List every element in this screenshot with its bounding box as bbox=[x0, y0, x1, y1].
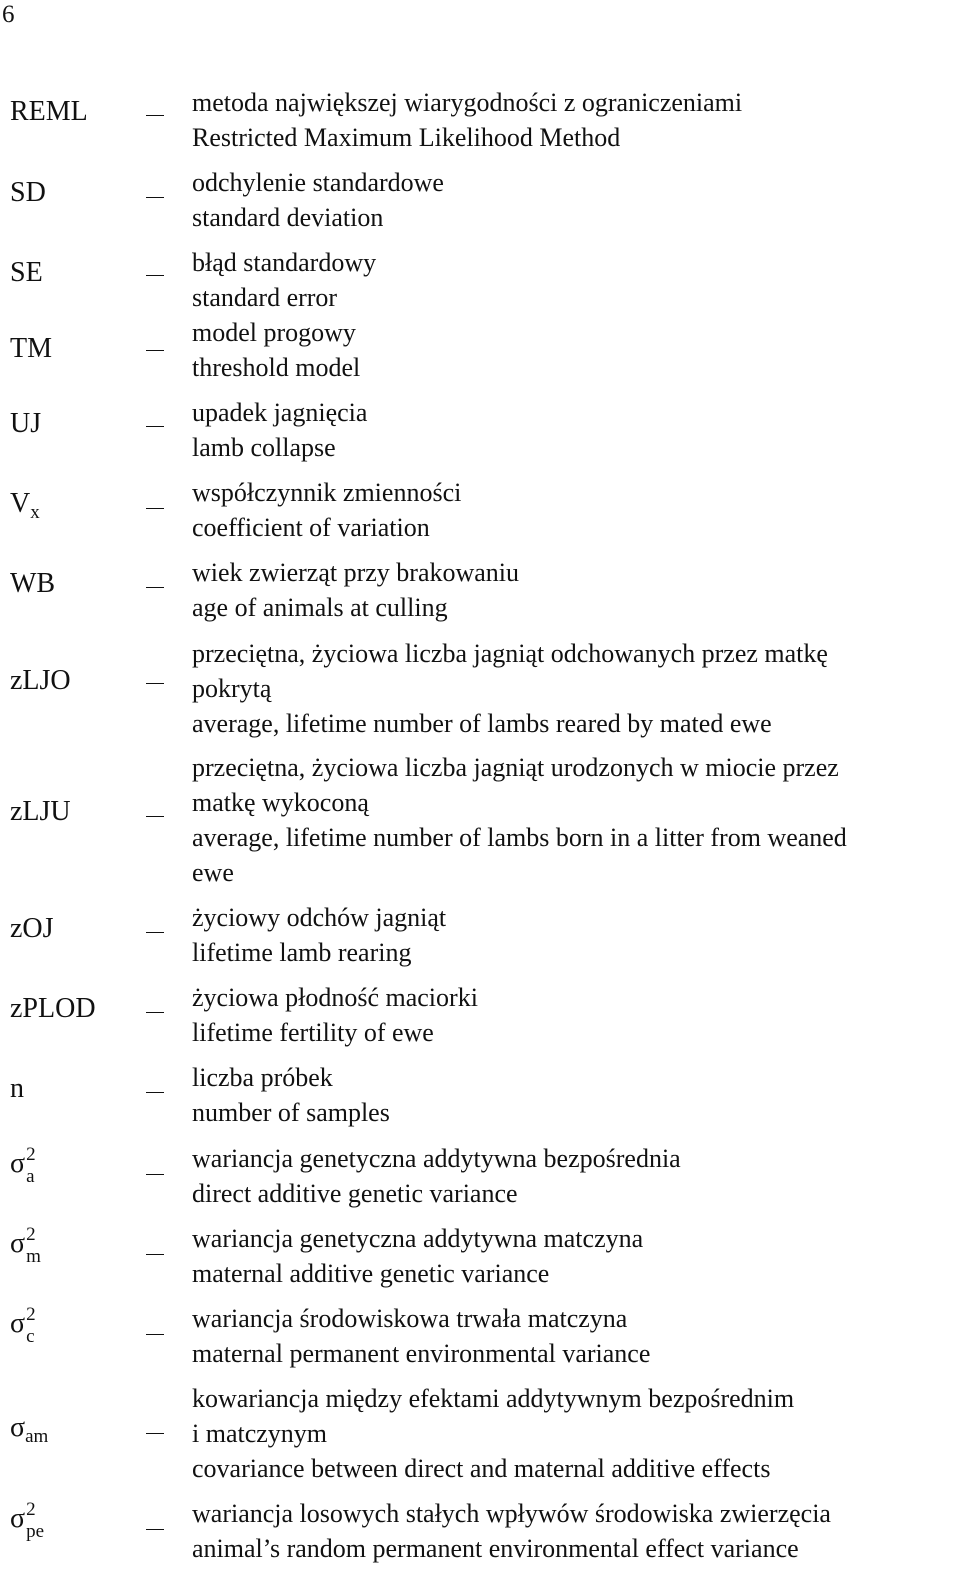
abbreviation bbox=[10, 487, 40, 530]
abbreviation-subscript: pe bbox=[26, 1521, 45, 1542]
abbreviation: WB bbox=[10, 568, 56, 599]
definition bbox=[192, 1221, 960, 1291]
sup-sub-stack bbox=[26, 1144, 36, 1187]
definition-line: coefficient of variation bbox=[192, 513, 430, 542]
definition-line: animal’s random permanent environmental effect variance bbox=[192, 1534, 799, 1563]
definition bbox=[192, 85, 960, 155]
abbreviation-superscript: 2 bbox=[26, 1499, 36, 1520]
abbreviation: n bbox=[10, 1073, 24, 1104]
definition-line: wariancja losowych stałych wpływów środowiska zwierzęcia bbox=[192, 1499, 831, 1528]
page-number: 6 bbox=[2, 1, 15, 28]
sup-sub-stack bbox=[26, 1499, 45, 1542]
dash-separator bbox=[146, 1334, 164, 1335]
definition-line: wariancja środowiskowa trwała matczyna bbox=[192, 1304, 628, 1333]
definition-line: i matczynym bbox=[192, 1419, 328, 1448]
definition-line: życiowa płodność maciorki bbox=[192, 983, 478, 1012]
definition-line: covariance between direct and maternal additive effects bbox=[192, 1454, 771, 1483]
sup-sub-stack bbox=[26, 1304, 36, 1347]
abbreviation-subscript: am bbox=[25, 1426, 49, 1447]
dash-separator bbox=[146, 1529, 164, 1530]
abbreviation bbox=[10, 1411, 48, 1454]
definition bbox=[192, 750, 960, 890]
definition-line: metoda największej wiarygodności z ograniczeniami bbox=[192, 88, 743, 117]
definition bbox=[192, 636, 960, 741]
definition-line: standard error bbox=[192, 283, 338, 312]
definition-line: wariancja genetyczna addytywna bezpośrednia bbox=[192, 1144, 681, 1173]
definition-line: average, lifetime number of lambs reared by mated ewe bbox=[192, 709, 772, 738]
dash-separator bbox=[146, 587, 164, 588]
definition-line: matkę wykoconą bbox=[192, 788, 369, 817]
definition-line: threshold model bbox=[192, 353, 361, 382]
dash-separator bbox=[146, 275, 164, 276]
abbreviation bbox=[10, 1304, 36, 1347]
abbreviation: zPLOD bbox=[10, 993, 96, 1024]
definition bbox=[192, 980, 960, 1050]
abbreviation: zLJO bbox=[10, 665, 71, 696]
definition-line: lamb collapse bbox=[192, 433, 336, 462]
sigma-symbol: σ bbox=[10, 1148, 26, 1179]
definition-line: pokrytą bbox=[192, 674, 272, 703]
abbreviation bbox=[10, 1144, 36, 1187]
definition-line: liczba próbek bbox=[192, 1063, 333, 1092]
definition-line: kowariancja między efektami addytywnym bezpośrednim bbox=[192, 1384, 795, 1413]
definition bbox=[192, 315, 960, 385]
abbreviation-superscript: 2 bbox=[26, 1144, 36, 1165]
definition-line: upadek jagnięcia bbox=[192, 398, 368, 427]
definition bbox=[192, 900, 960, 970]
definition bbox=[192, 555, 960, 625]
abbreviation bbox=[10, 1224, 41, 1267]
dash-separator bbox=[146, 197, 164, 198]
definition-line: wiek zwierząt przy brakowaniu bbox=[192, 558, 520, 587]
definition-line: number of samples bbox=[192, 1098, 390, 1127]
abbreviation bbox=[10, 1499, 45, 1542]
definition-line: age of animals at culling bbox=[192, 593, 448, 622]
definition bbox=[192, 395, 960, 465]
definition bbox=[192, 1381, 960, 1486]
dash-separator bbox=[146, 816, 164, 817]
definition-line: Restricted Maximum Likelihood Method bbox=[192, 123, 621, 152]
definition-line: average, lifetime number of lambs born in a litter from weaned bbox=[192, 823, 847, 852]
dash-separator bbox=[146, 1092, 164, 1093]
definition-line: przeciętna, życiowa liczba jagniąt odchowanych przez matkę bbox=[192, 639, 828, 668]
abbreviation: SD bbox=[10, 177, 46, 208]
abbreviation-subscript: c bbox=[26, 1326, 35, 1347]
abbreviation: TM bbox=[10, 333, 52, 364]
abbreviation: zOJ bbox=[10, 913, 54, 944]
dash-separator bbox=[146, 1174, 164, 1175]
definition-line: współczynnik zmienności bbox=[192, 478, 462, 507]
abbreviation-base: V bbox=[10, 488, 31, 519]
definition bbox=[192, 165, 960, 235]
definition bbox=[192, 1141, 960, 1211]
abbreviation: SE bbox=[10, 257, 43, 288]
definition-line: direct additive genetic variance bbox=[192, 1179, 518, 1208]
dash-separator bbox=[146, 1433, 164, 1434]
definition-line: życiowy odchów jagniąt bbox=[192, 903, 447, 932]
definition-line: model progowy bbox=[192, 318, 356, 347]
abbreviation-subscript: a bbox=[26, 1166, 35, 1187]
sigma-symbol: σ bbox=[10, 1308, 26, 1339]
definition bbox=[192, 245, 960, 315]
dash-separator bbox=[146, 426, 164, 427]
definition bbox=[192, 1301, 960, 1371]
dash-separator bbox=[146, 683, 164, 684]
abbreviation-superscript: 2 bbox=[26, 1304, 36, 1325]
sup-sub-stack bbox=[26, 1224, 41, 1267]
definition bbox=[192, 475, 960, 545]
definition-line: wariancja genetyczna addytywna matczyna bbox=[192, 1224, 644, 1253]
definition-line: lifetime lamb rearing bbox=[192, 938, 412, 967]
abbreviation: REML bbox=[10, 96, 88, 127]
abbreviation-subscript: x bbox=[30, 502, 40, 523]
abbreviation: zLJU bbox=[10, 796, 71, 827]
definition-line: maternal additive genetic variance bbox=[192, 1259, 550, 1288]
dash-separator bbox=[146, 115, 164, 116]
dash-separator bbox=[146, 1254, 164, 1255]
abbreviation-superscript: 2 bbox=[26, 1224, 36, 1245]
sigma-symbol: σ bbox=[10, 1412, 26, 1443]
abbreviation: UJ bbox=[10, 408, 42, 439]
definition-line: odchylenie standardowe bbox=[192, 168, 444, 197]
dash-separator bbox=[146, 350, 164, 351]
dash-separator bbox=[146, 508, 164, 509]
sigma-symbol: σ bbox=[10, 1228, 26, 1259]
definition-line: standard deviation bbox=[192, 203, 384, 232]
dash-separator bbox=[146, 932, 164, 933]
abbreviation-subscript: m bbox=[26, 1246, 41, 1267]
definition-line: przeciętna, życiowa liczba jagniąt urodzonych w miocie przez bbox=[192, 753, 839, 782]
definition-line: maternal permanent environmental variance bbox=[192, 1339, 651, 1368]
definition-line: błąd standardowy bbox=[192, 248, 377, 277]
definition bbox=[192, 1060, 960, 1130]
definition bbox=[192, 1496, 960, 1566]
dash-separator bbox=[146, 1012, 164, 1013]
sigma-symbol: σ bbox=[10, 1503, 26, 1534]
definition-line: lifetime fertility of ewe bbox=[192, 1018, 434, 1047]
definition-line: ewe bbox=[192, 858, 234, 887]
